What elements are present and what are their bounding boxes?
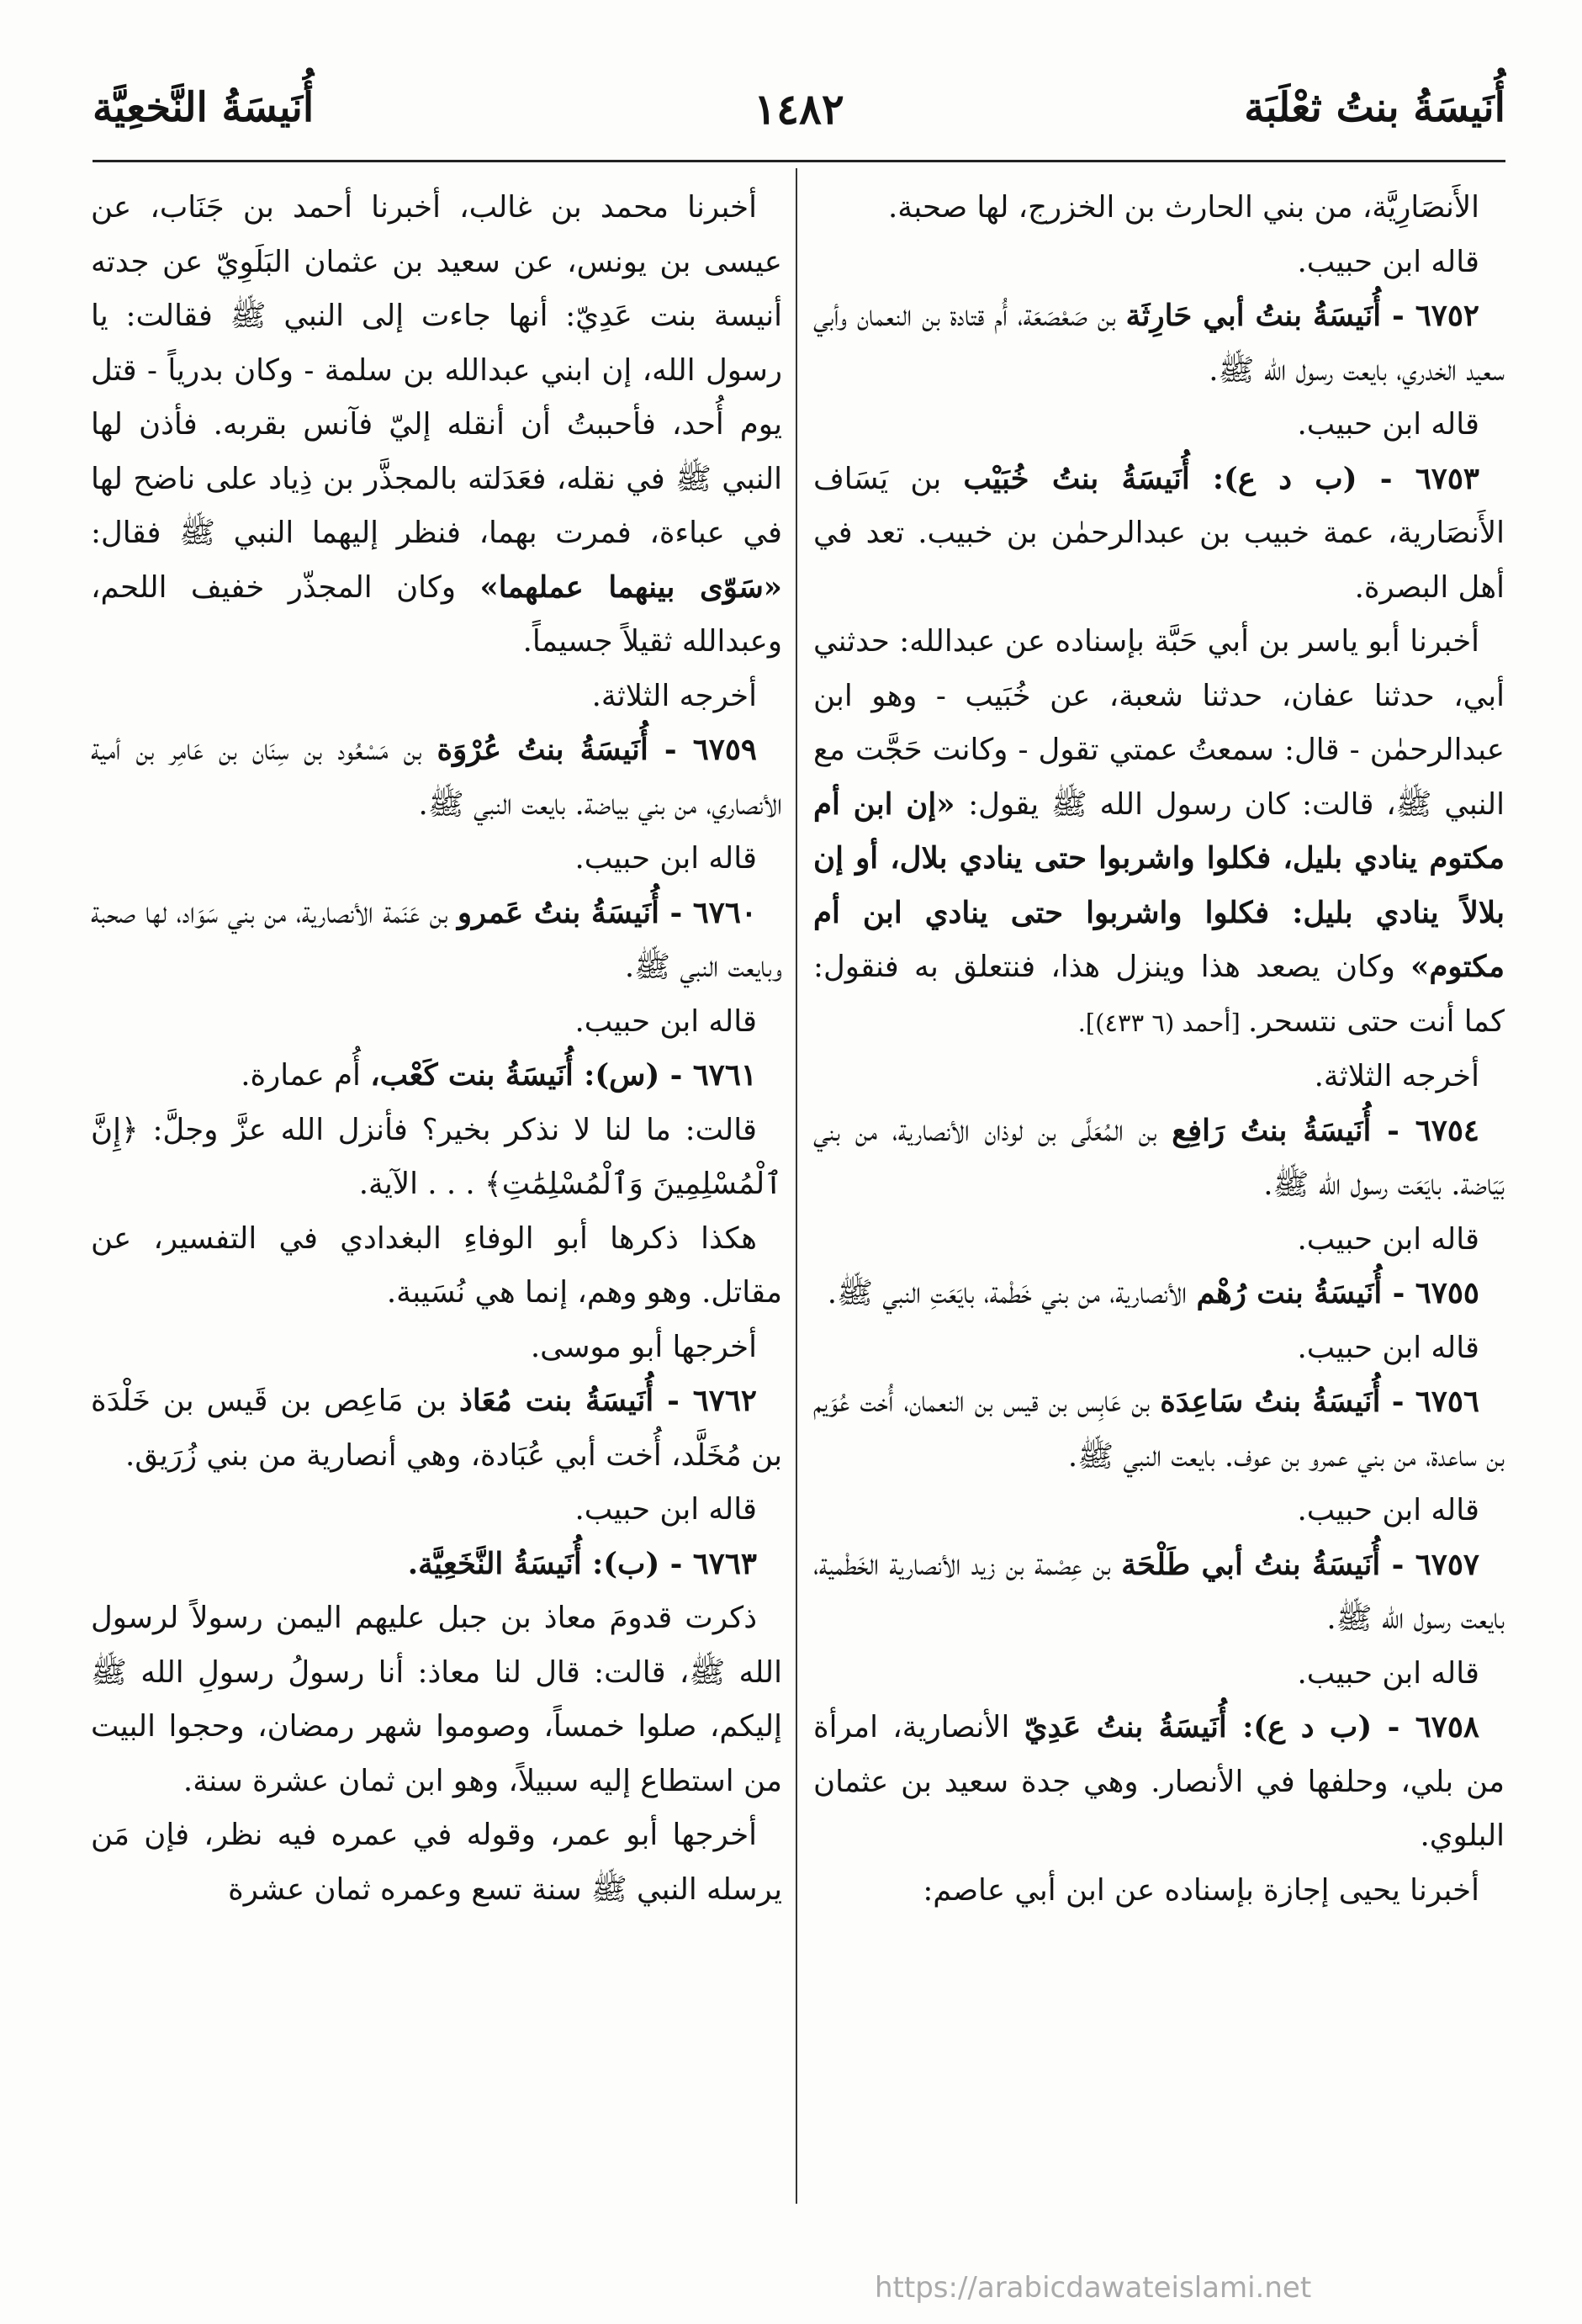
paragraph-text: وكان المجذّر خفيف اللحم، وعبدالله ثقيلاً جسيماً. [91,569,782,659]
paragraph-text: هكذا ذكرها أبو الوفاءِ البغدادي في التفسير، عن مقاتل. وهو وهم، إنما هي نُسَيبة. [91,1220,782,1310]
text-paragraph [91,1212,782,1321]
entry-paragraph [91,1049,782,1104]
header-rule [93,160,1505,162]
text-paragraph [813,1864,1505,1919]
text-paragraph [813,615,1505,1050]
column-divider [796,168,797,2204]
entry-paragraph [91,723,782,832]
entry-paragraph [91,887,782,995]
paragraph-text: قاله ابن حبيب. [574,1003,757,1039]
paragraph-text: قاله ابن حبيب. [574,841,757,876]
paragraph-text: الأنصارية، امرأة من بلي، وحلفها في الأنصار. وهي جدة سعيد بن عثمان البلوي. [813,1710,1505,1853]
text-paragraph [813,1484,1505,1538]
text-paragraph [91,1591,782,1808]
entry-title: ٦٧٥٧ - أُنَيسَةُ بنتُ أبي طَلْحَة [1121,1547,1479,1582]
entry-paragraph [813,1267,1505,1321]
text-paragraph [813,1321,1505,1376]
entry-title: ٦٧٦٣ - (ب): أُنَيسَةُ النَّخَعِيَّة. [407,1546,757,1581]
paragraph-text: قاله ابن حبيب. [1297,1493,1479,1527]
paragraph-text: بن عِصْمة بن زيد الأنصارية الخَطْمية، بايعت رسول الله ﷺ. [813,1547,1505,1636]
text-paragraph [91,1483,782,1538]
text-paragraph [91,995,782,1050]
page-header [93,84,1505,161]
running-head-left: أُنَيسَةُ النَّخعِيَّة [93,84,315,131]
paragraph-text: قاله ابن حبيب. [1297,407,1479,442]
text-paragraph [91,1321,782,1375]
text-paragraph [813,1647,1505,1702]
entry-paragraph [91,1538,782,1592]
running-head-right: أُنَيسَةُ بنتُ ثعْلَبَة [1244,84,1505,131]
paragraph-text: بن مَاعِص بن قَيس بن خَلْدَة بن مُخَلَّد، أُخت أبي عُبَادة، وهي أنصارية من بني زُرَيق. [91,1384,782,1473]
paragraph-text: الأَنصَارِيَّة، من بني الحارث بن الخزرج، لها صحبة. [888,190,1479,225]
entry-title: ٦٧٥٦ - أُنَيسَةُ بنتُ سَاعِدَة [1160,1384,1479,1419]
paragraph-text: بن يَسَاف الأَنصَارية، عمة خبيب بن عبدالرحمٰن بن خبيب. تعد في أهل البصرة. [813,461,1505,605]
entry-paragraph [813,1375,1505,1484]
entry-paragraph [813,1104,1505,1213]
paragraph-text: بن عَنَمة الأنصارية، من بني سَوَاد، لها صحبة وبايعت النبي ﷺ. [91,895,782,984]
entry-paragraph [813,1701,1505,1864]
entry-title: ٦٧٦١ - (س): أُنَيسَةُ بنت كَعْب، [370,1058,757,1093]
paragraph-text: قاله ابن حبيب. [1297,1655,1479,1691]
entry-title: ٦٧٥٤ - أُنَيسَةُ بنتُ رَافِع [1172,1113,1479,1148]
entry-title: ٦٧٦٢ - أُنَيسَةُ بنت مُعَاذ [459,1384,758,1418]
paragraph-text: قاله ابن حبيب. [1297,244,1479,279]
text-paragraph [91,670,782,724]
paragraph-text: بن صَعْصَعَة، أُم قتادة بن النعمان وأبي سعيد الخدري، بايعت رسول الله ﷺ. [813,299,1505,388]
entry-paragraph [813,453,1505,616]
left-column [91,181,782,1917]
entry-title: ٦٧٥٨ - (ب د ع): أُنَيسَةُ بنتُ عَدِيّ [1024,1710,1479,1744]
paragraph-text: بن عَابِس بن قيس بن النعمان، أُخت عُوَيم بن ساعدة، من بني عمرو بن عوف. بايعت النبي ﷺ. [813,1384,1505,1474]
entry-paragraph [813,1538,1505,1647]
citation: [أحمد (٦ ٤٣٣)]. [1077,1008,1248,1037]
entry-paragraph [813,289,1505,398]
entry-title: ٦٧٥٥ - أُنَيسَةُ بنت رُهْم [1196,1276,1479,1310]
paragraph-text: أخرجه الثلاثة. [591,678,757,713]
paragraph-text: الأنصارية، من بني خَطْمة، بايَعَتِ النبي ﷺ. [827,1276,1197,1310]
text-paragraph [91,181,782,670]
text-paragraph [91,1808,782,1917]
paragraph-text: قاله ابن حبيب. [1297,1330,1479,1365]
entry-paragraph [91,1374,782,1483]
text-paragraph [813,398,1505,453]
paragraph-text: أخرجه الثلاثة. [1314,1059,1479,1093]
text-paragraph [813,236,1505,290]
paragraph-text: قالت: ما لنا لا نذكر بخير؟ فأنزل الله عزَّ وجلَّ: ﴿إِنَّ ٱلْمُسْلِمِينَ وَٱلْمُسْلِمَٰتِ﴾ . . . الآية. [91,1112,782,1201]
paragraph-text: بن مَسْعُود بن سِنَان بن عَامِر بن أمية الأنصاري، من بني بياضة. بايعت النبي ﷺ. [91,733,782,822]
text-paragraph [813,1050,1505,1104]
text-paragraph [813,1213,1505,1268]
paragraph-text: أخرجها أبو موسى. [530,1329,757,1364]
page-number: ١٤٨٢ [754,84,844,134]
entry-title: ٦٧٥٢ - أُنَيسَةُ بنتُ أبي حَارِثَة [1125,299,1479,333]
entry-title: ٦٧٥٣ - (ب د ع): أُنَيسَةُ بنتُ خُبَيْب [963,461,1479,496]
paragraph-text: بن المُعَلَّى بن لوذان الأنصارية، من بني بَيَاضة. بايَعَت رسول الله ﷺ. [813,1113,1505,1202]
text-paragraph [91,1104,782,1212]
entry-title: ٦٧٥٩ - أُنَيسَةُ بنتُ عُرْوَة [437,733,757,767]
paragraph-text: أُم عمارة. [241,1058,371,1093]
text-paragraph [813,181,1505,236]
paragraph-text: قاله ابن حبيب. [574,1492,757,1527]
entry-title: ٦٧٦٠ - أُنَيسَةُ بنتُ عَمرو [457,895,758,930]
hadith-quote: «سَوّى بينهما عملهما» [479,569,782,605]
paragraph-text: ذكرت قدومَ معاذ بن جبل عليهم اليمن رسولاً لرسول الله ﷺ، قالت: قال لنا معاذ: أنا رسولُ رسولِ الله ﷺ إليكم، صلوا خمساً، وصوموا شهر رمضان، وحجوا البيت من استطاع إليه سبيلاً، وهو ابن ثمان عشرة سنة. [91,1601,782,1798]
text-paragraph [91,832,782,887]
paragraph-text: أخبرنا يحيى إجازة بإسناده عن ابن أبي عاصم: [923,1872,1479,1908]
paragraph-text: أخبرنا أبو ياسر بن أبي حَبَّة بإسناده عن عبدالله: حدثني أبي، حدثنا عفان، حدثنا شعبة، عن خُبَيب - وهو ابن عبدالرحمٰن - قال: سمعتُ عمتي تقول - وكانت حَجَّت مع النبي ﷺ، قالت: كان رسول الله ﷺ يقول: [813,624,1505,822]
paragraph-text: قاله ابن حبيب. [1297,1221,1479,1257]
right-column [813,181,1505,1918]
hadith-quote: «إن ابن أم مكتوم ينادي بليل، فكلوا واشربوا حتى ينادي بلال، أو إن بلالاً ينادي بليل: فكلوا واشربوا حتى ينادي ابن أم مكتوم» [813,786,1505,984]
paragraph-text: أخرجها أبو عمر، وقوله في عمره فيه نظر، فإن مَن يرسله النبي ﷺ سنة تسع وعمره ثمان عشرة [91,1818,782,1907]
watermark-url: https://arabicdawateislami.net [875,2271,1312,2305]
paragraph-text: وكان يصعد هذا وينزل هذا، فنتعلق به فنقول: كما أنت حتى نتسحر. [813,950,1505,1039]
paragraph-text: أخبرنا محمد بن غالب، أخبرنا أحمد بن جَنَاب، عن عيسى بن يونس، عن سعيد بن عثمان البَلَوِيّ عن جدته أنيسة بنت عَدِيّ: أنها جاءت إلى النبي ﷺ فقالت: يا رسول الله، إن ابني عبدالله بن سلمة - وكان بدرياً - قتل يوم أُحد، فأحببتُ أن أنقله إليّ فآنس بقربه. فأذن لها النبي ﷺ في نقله، فعَدَلته بالمجذَّر بن ذِياد على ناضح لها في عباءة، فمرت بهما، فنظر إليهما النبي ﷺ فقال: [91,190,782,550]
